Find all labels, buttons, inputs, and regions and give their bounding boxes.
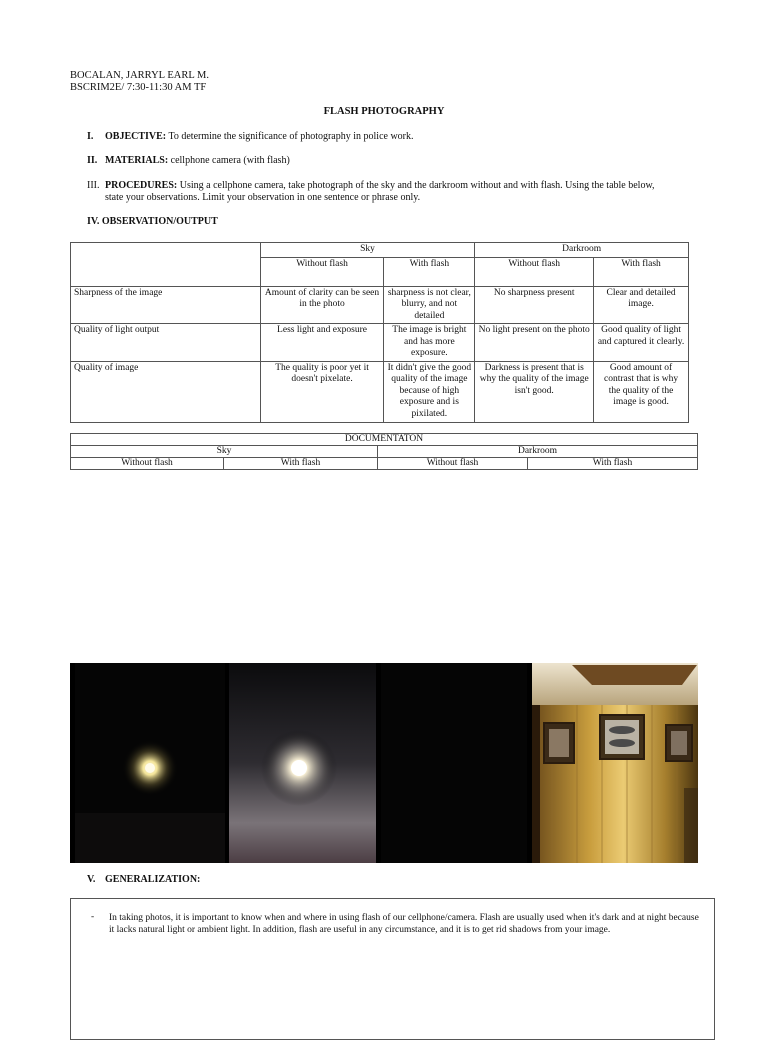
documentation-photos <box>70 663 698 863</box>
table-cell: It didn't give the good quality of the image because of high exposure and is pixilated. <box>384 361 475 422</box>
generalization-label: GENERALIZATION: <box>105 874 201 885</box>
table-cell: No light present on the photo <box>475 324 594 362</box>
subhead-dark-without: Without flash <box>475 257 594 286</box>
row-label: Quality of image <box>71 361 261 422</box>
generalization-text: In taking photos, it is important to know when and where in using flash of our cellphone/camera. Flash are usually used when it's dark and at night because it lacks natural light or ambient light. In addition, flash are useful in any circumstance, and it is to get rid shadows from your image. <box>109 913 699 935</box>
materials-label: MATERIALS: <box>105 155 169 166</box>
photo-darkroom-without-flash <box>381 663 527 863</box>
row-label: Quality of light output <box>71 324 261 362</box>
table-cell: Good quality of light and captured it clearly. <box>594 324 689 362</box>
page-title: FLASH PHOTOGRAPHY <box>323 106 445 117</box>
materials-line <box>87 155 290 167</box>
table-row <box>71 324 689 362</box>
table-cell: The quality is poor yet it doesn't pixelate. <box>260 361 384 422</box>
observation-table <box>70 242 689 423</box>
photo-sky-with-flash <box>229 663 376 863</box>
doc-group-sky: Sky <box>71 446 378 458</box>
procedures-label: PROCEDURES: <box>105 180 178 191</box>
documentation-title: DOCUMENTATON <box>71 434 698 446</box>
table-row <box>71 361 689 422</box>
table-cell: Less light and exposure <box>260 324 384 362</box>
table-corner-cell <box>71 243 261 287</box>
doc-subhead: With flash <box>224 458 378 470</box>
row-label: Sharpness of the image <box>71 286 261 324</box>
doc-group-darkroom: Darkroom <box>378 446 698 458</box>
doc-subhead: Without flash <box>378 458 528 470</box>
student-name: BOCALAN, JARRYL EARL M. <box>70 70 209 81</box>
bullet-dash: - <box>91 912 95 922</box>
procedures-text: Using a cellphone camera, take photograph of the sky and the darkroom without and with flash. Using the table below, <box>177 180 655 191</box>
group-header-sky: Sky <box>260 243 475 258</box>
table-cell: No sharpness present <box>475 286 594 324</box>
table-cell: Darkness is present that is why the quality of the image isn't good. <box>475 361 594 422</box>
procedures-line <box>87 180 655 192</box>
materials-text: cellphone camera (with flash) <box>168 155 290 166</box>
documentation-table <box>70 433 698 470</box>
student-section: BSCRIM2E/ 7:30-11:30 AM TF <box>70 82 207 93</box>
subhead-dark-with: With flash <box>594 257 689 286</box>
table-row <box>71 286 689 324</box>
procedures-line-2: state your observations. Limit your observation in one sentence or phrase only. <box>105 192 421 203</box>
objective-text: To determine the significance of photography in police work. <box>166 131 414 142</box>
photo-sky-without-flash <box>75 663 225 863</box>
generalization-heading <box>87 874 200 886</box>
objective-number: I. <box>87 131 94 142</box>
table-cell: Clear and detailed image. <box>594 286 689 324</box>
subhead-sky-with: With flash <box>384 257 475 286</box>
materials-number: II. <box>87 155 98 166</box>
group-header-darkroom: Darkroom <box>475 243 689 258</box>
subhead-sky-without: Without flash <box>260 257 384 286</box>
photo-darkroom-with-flash <box>532 663 698 863</box>
doc-subhead: Without flash <box>71 458 224 470</box>
table-cell: sharpness is not clear, blurry, and not detailed <box>384 286 475 324</box>
table-cell: The image is bright and has more exposure. <box>384 324 475 362</box>
table-cell: Good amount of contrast that is why the quality of the image is good. <box>594 361 689 422</box>
objective-line <box>87 131 414 143</box>
generalization-number: V. <box>87 874 96 885</box>
observation-heading: IV. OBSERVATION/OUTPUT <box>87 216 218 227</box>
objective-label: OBJECTIVE: <box>105 131 167 142</box>
table-cell: Amount of clarity can be seen in the photo <box>260 286 384 324</box>
procedures-number: III. <box>87 180 100 191</box>
doc-subhead: With flash <box>528 458 698 470</box>
student-header <box>70 70 209 94</box>
